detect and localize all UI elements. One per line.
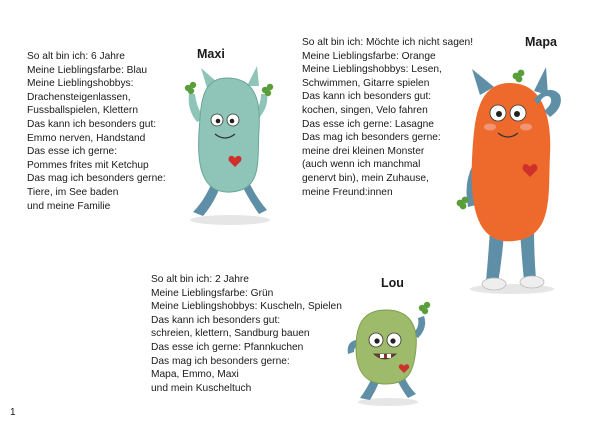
clover-icon: [185, 82, 196, 94]
clover-icon: [513, 70, 525, 83]
name-lou: Lou: [381, 276, 404, 290]
profile-line: Fussballspielen, Klettern: [27, 105, 138, 117]
profile-line: Meine Lieblingshobbys: Lesen,: [302, 64, 442, 76]
profile-line: Meine Lieblingsfarbe: Blau: [27, 64, 148, 76]
profile-line: Das esse ich gerne:: [27, 146, 118, 158]
profile-line: Schwimmen, Gitarre spielen: [302, 77, 430, 89]
profile-line: Tiere, im See baden: [27, 186, 119, 198]
profile-line: schreien, klettern, Sandburg bauen: [151, 328, 310, 340]
profile-line: Das kann ich besonders gut:: [27, 118, 157, 130]
maxi-illustration: [175, 60, 280, 230]
profile-line: kochen, singen, Velo fahren: [302, 104, 428, 116]
profile-line: und mein Kuscheltuch: [151, 382, 252, 394]
profile-line: Das kann ich besonders gut:: [151, 314, 281, 326]
profile-line: genervt bin), mein Zuhause,: [302, 172, 429, 184]
profile-line: (auch wenn ich manchmal: [302, 159, 421, 171]
maxi-right-ear: [247, 66, 259, 86]
profile-line: Pommes frites mit Ketchup: [27, 159, 149, 171]
lou-illustration: [340, 290, 435, 410]
clover-icon: [419, 302, 430, 314]
profile-line: Das esse ich gerne: Lasagne: [302, 118, 434, 130]
mapa-illustration: [450, 55, 570, 300]
profile-lou: [151, 273, 342, 395]
profile-line: meine Freund:innen: [302, 186, 393, 198]
profile-line: Das esse ich gerne: Pfannkuchen: [151, 341, 304, 353]
profile-line: Das mag ich besonders gerne:: [151, 355, 290, 367]
page-number: 1: [10, 407, 16, 418]
profile-line: So alt bin ich: 2 Jahre: [151, 274, 249, 285]
profile-line: meine drei kleinen Monster: [302, 145, 425, 157]
profile-line: Das mag ich besonders gerne:: [302, 132, 441, 144]
profile-line: und meine Familie: [27, 200, 111, 212]
mapa-left-shoe: [482, 278, 506, 290]
profile-line: So alt bin ich: Möchte ich nicht sagen!: [302, 37, 474, 48]
profile-mapa: [302, 36, 473, 199]
name-mapa: Mapa: [525, 35, 557, 49]
profile-line: Meine Lieblingshobbys: Kuscheln, Spielen: [151, 301, 342, 313]
profile-line: Das mag ich besonders gerne:: [27, 173, 166, 185]
name-maxi: Maxi: [197, 47, 225, 61]
profile-line: Meine Lieblingshobbys:: [27, 78, 134, 90]
profile-maxi: [27, 50, 166, 213]
profile-line: Das kann ich besonders gut:: [302, 91, 432, 103]
maxi-body: [199, 78, 260, 192]
profile-line: So alt bin ich: 6 Jahre: [27, 51, 125, 62]
clover-icon: [457, 197, 469, 210]
mapa-right-shoe: [520, 276, 544, 288]
profile-line: Drachensteigenlassen,: [27, 91, 131, 103]
profile-line: Mapa, Emmo, Maxi: [151, 369, 239, 381]
mapa-body: [472, 83, 551, 241]
lou-body: [356, 310, 416, 384]
profile-line: Meine Lieblingsfarbe: Grün: [151, 287, 274, 299]
profile-line: Meine Lieblingsfarbe: Orange: [302, 50, 436, 62]
profile-line: Emmo nerven, Handstand: [27, 132, 146, 144]
